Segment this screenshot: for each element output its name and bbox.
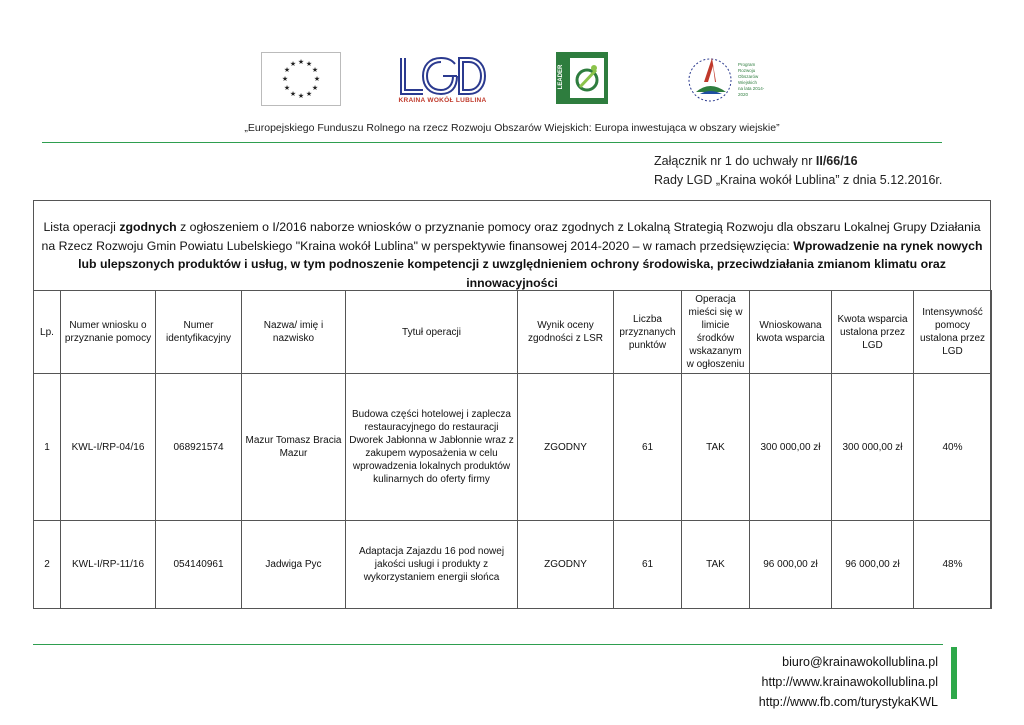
- cell-within-limit: TAK: [682, 521, 750, 609]
- svg-text:★: ★: [283, 66, 291, 74]
- cell-requested: 96 000,00 zł: [750, 521, 832, 609]
- attachment-prefix: Załącznik nr 1 do uchwały nr: [654, 154, 816, 168]
- cell-lp: 2: [34, 521, 61, 609]
- cell-intensity: 48%: [914, 521, 992, 609]
- cell-name: Jadwiga Pyc: [242, 521, 346, 609]
- resolution-number: II/66/16: [815, 154, 858, 168]
- col-header: Liczba przyznanych punktów: [614, 291, 682, 374]
- intro-text: z ogłoszeniem o I/2016 naborze wniosków o przyznanie pomocy oraz zgodnych z Lokalną Strategią Rozwoju dla obszaru Lokalnej Grupy Działania na Rzecz Rozwoju Gmin Powiatu Lubelskiego "Kraina wokół Lublina" w perspektywie finansowej 2014-2020 – w ramach przedsięwzięcia:: [41, 220, 981, 253]
- cell-title: Adaptacja Zajazdu 16 pod nowej jakości usługi i produkty z wykorzystaniem energii słońca: [346, 521, 518, 609]
- contact-block: [759, 652, 938, 712]
- col-header: Intensywność pomocy ustalona przez LGD: [914, 291, 992, 374]
- svg-text:★: ★: [297, 92, 305, 100]
- svg-text:★: ★: [311, 66, 319, 74]
- col-header: Wnioskowana kwota wsparcia: [750, 291, 832, 374]
- cell-application-no: KWL-I/RP-04/16: [61, 374, 156, 521]
- cell-result: ZGODNY: [518, 374, 614, 521]
- table-row: [34, 521, 992, 609]
- cell-result: ZGODNY: [518, 521, 614, 609]
- attachment-line-1: [654, 152, 942, 171]
- eu-flag-logo: [261, 52, 341, 106]
- col-header: Numer identyfikacyjny: [156, 291, 242, 374]
- svg-text:★: ★: [305, 90, 313, 98]
- cell-id-no: 054140961: [156, 521, 242, 609]
- table-header-row: [34, 291, 992, 374]
- col-header: Numer wniosku o przyznanie pomocy: [61, 291, 156, 374]
- svg-text:★: ★: [281, 75, 289, 83]
- cell-granted: 300 000,00 zł: [832, 374, 914, 521]
- lgd-caption: KRAINA WOKÓŁ LUBLINA: [398, 97, 487, 104]
- lgd-kraina-logo: [395, 52, 490, 108]
- svg-text:★: ★: [283, 84, 291, 92]
- program-slogan: „Europejskiego Funduszu Rolnego na rzecz Rozwoju Obszarów Wiejskich: Europa inwestująca w obszary wiejskie”: [244, 122, 780, 134]
- bottom-divider: [33, 644, 943, 645]
- cell-points: 61: [614, 521, 682, 609]
- col-header: Wynik oceny zgodności z LSR: [518, 291, 614, 374]
- svg-text:★: ★: [311, 84, 319, 92]
- cell-name: Mazur Tomasz Bracia Mazur: [242, 374, 346, 521]
- cell-application-no: KWL-I/RP-11/16: [61, 521, 156, 609]
- prow-line: Wiejskich: [738, 80, 758, 85]
- prow-logo: [686, 50, 766, 106]
- cell-granted: 96 000,00 zł: [832, 521, 914, 609]
- cell-id-no: 068921574: [156, 374, 242, 521]
- svg-text:★: ★: [297, 58, 305, 66]
- prow-line: na lata 2014-2020: [738, 86, 765, 97]
- leader-logo: [556, 52, 608, 104]
- intro-text: Lista operacji: [43, 220, 120, 234]
- col-header: Operacja mieści się w limicie środków wskazanym w ogłoszeniu: [682, 291, 750, 374]
- cell-requested: 300 000,00 zł: [750, 374, 832, 521]
- cell-within-limit: TAK: [682, 374, 750, 521]
- cell-intensity: 40%: [914, 374, 992, 521]
- logo-row: [0, 48, 1024, 108]
- svg-text:★: ★: [289, 60, 297, 68]
- leader-text: LEADER: [558, 64, 564, 90]
- intro-bold-undertaking: Wprowadzenie na rynek nowych lub ulepszonych produktów i usług, w tym podnoszenie kompetencji z uwzględnieniem ochrony środowiska, przeciwdziałania zmianom klimatu oraz innowacyjności: [78, 238, 983, 290]
- intro-bold-compliant: zgodnych: [119, 220, 177, 234]
- svg-text:★: ★: [305, 60, 313, 68]
- contact-facebook-link[interactable]: http://www.fb.com/turystykaKWL: [758, 695, 938, 709]
- attachment-note: [654, 152, 942, 190]
- cell-lp: 1: [34, 374, 61, 521]
- prow-line: Program: [738, 62, 756, 67]
- footer-accent-bar: [951, 647, 957, 699]
- svg-text:★: ★: [289, 90, 297, 98]
- col-header: Nazwa/ imię i nazwisko: [242, 291, 346, 374]
- attachment-line-2: Rady LGD „Kraina wokół Lublina” z dnia 5.12.2016r.: [654, 173, 943, 187]
- col-header: Lp.: [34, 291, 61, 374]
- prow-text: [738, 62, 772, 98]
- table-row: [34, 374, 992, 521]
- svg-text:★: ★: [313, 75, 321, 83]
- col-header: Tytuł operacji: [346, 291, 518, 374]
- top-divider: [42, 142, 942, 143]
- list-intro: [40, 218, 984, 292]
- cell-points: 61: [614, 374, 682, 521]
- prow-line: Rozwoju: [738, 68, 756, 73]
- contact-email[interactable]: biuro@krainawokollublina.pl: [782, 655, 938, 669]
- col-header: Kwota wsparcia ustalona przez LGD: [832, 291, 914, 374]
- prow-line: Obszarów: [738, 74, 759, 79]
- operations-table: [33, 290, 992, 609]
- contact-website-link[interactable]: http://www.krainawokollublina.pl: [761, 675, 938, 689]
- cell-title: Budowa części hotelowej i zaplecza restauracyjnego do restauracji Dworek Jabłonna w Jabłonnie wraz z zakupem wyposażenia w celu wprowadzenia lokalnych produktów kulinarnych do oferty firmy: [346, 374, 518, 521]
